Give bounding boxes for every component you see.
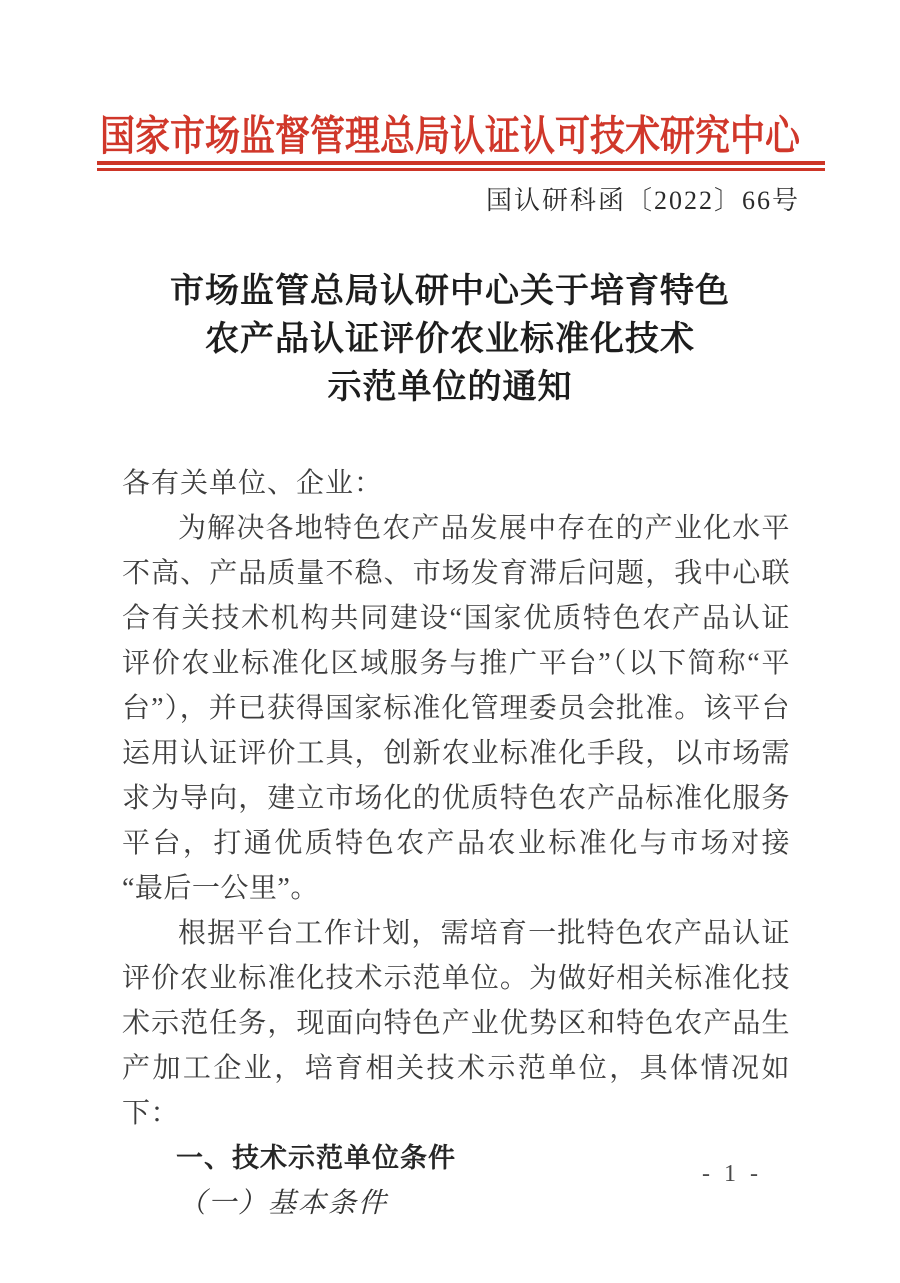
letterhead-double-rule xyxy=(97,161,825,171)
document-title-line-3: 示范单位的通知 xyxy=(327,369,573,406)
section-heading-1: 一、技术示范单位条件 xyxy=(176,1143,456,1173)
salutation: 各有关单位、企业： xyxy=(122,468,384,499)
document-title xyxy=(0,268,900,412)
document-reference-number: 国认研科函〔2022〕66号 xyxy=(485,186,800,215)
document-title-line-2: 农产品认证评价农业标准化技术 xyxy=(205,321,695,358)
page-number: - 1 - xyxy=(702,1161,762,1187)
document-body xyxy=(122,461,790,1226)
document-title-line-1: 市场监管总局认研中心关于培育特色 xyxy=(170,273,730,310)
letterhead xyxy=(0,104,900,160)
body-paragraph-1: 为解决各地特色农产品发展中存在的产业化水平不高、产品质量不稳、市场发育滞后问题，我中心联合有关技术机构共同建设“国家优质特色农产品认证评价农业标准化区域服务与推广平台”（以下简称“平台”），并已获得国家标准化管理委员会批准。该平台运用认证评价工具，创新农业标准化手段，以市场需求为导向，建立市场化的优质特色农产品标准化服务平台，打通优质特色农产品农业标准化与市场对接“最后一公里”。 xyxy=(122,513,790,904)
body-paragraph-2: 根据平台工作计划，需培育一批特色农产品认证评价农业标准化技术示范单位。为做好相关标准化技术示范任务，现面向特色产业优势区和特色农产品生产加工企业，培育相关技术示范单位，具体情况如下： xyxy=(122,918,790,1129)
letterhead-org-name: 国家市场监督管理总局认证认可技术研究中心 xyxy=(99,113,800,160)
sub-heading-1-1: （一）基本条件 xyxy=(178,1188,389,1219)
